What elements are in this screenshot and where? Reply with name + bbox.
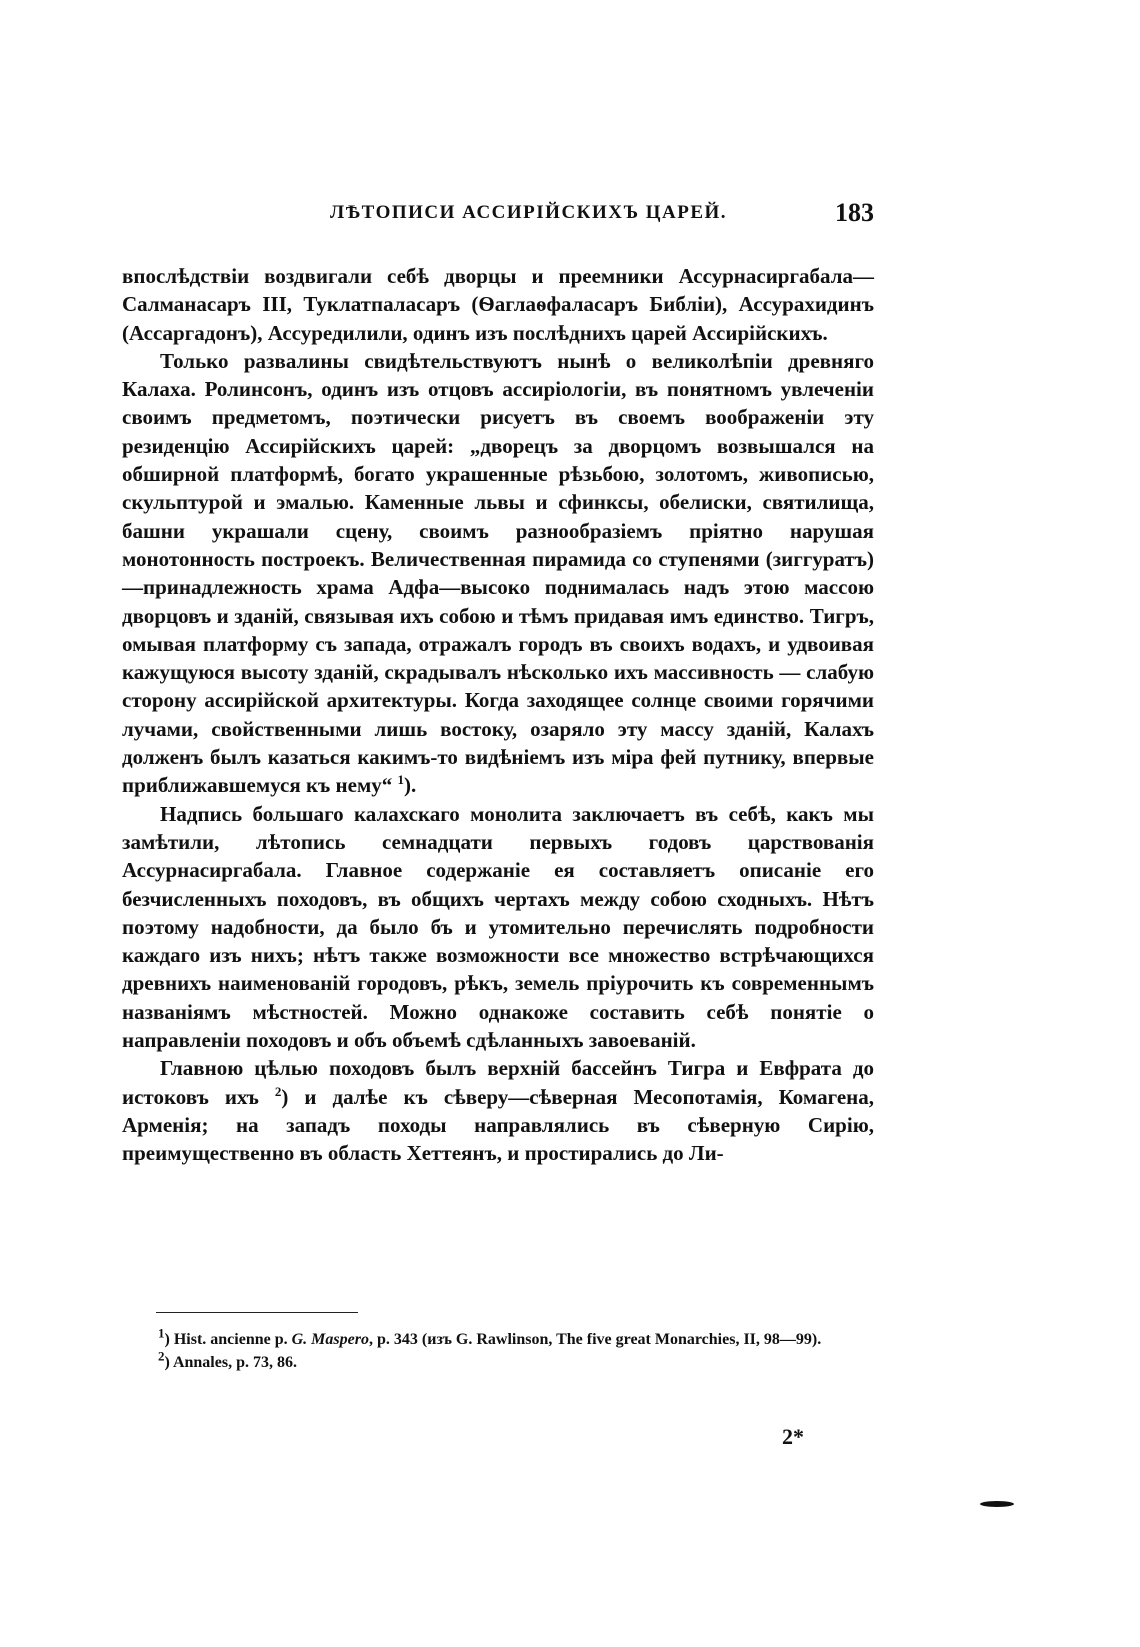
paragraph-ruins-end: ).: [404, 773, 417, 798]
paragraph-campaigns-rest: ) и далѣе къ сѣверу—сѣверная Месопотамія, Комагена, Арменія; на западъ походы направлялись въ сѣверную Сирію, преимущественно въ область Хеттеянъ, и простирались до Ли-: [122, 1084, 874, 1166]
footnote-ref-2: 2: [274, 1083, 282, 1099]
paragraph-monolith: Надпись большаго калахскаго монолита заключаетъ въ себѣ, какъ мы замѣтили, лѣтопись семнадцати первыхъ годовъ царствованія Ассурнасиргабала. Главное содержаніе ея составляетъ описаніе его безчисленныхъ походовъ, въ общихъ чертахъ между собою сходныхъ. Нѣтъ поэтому надобности, да было бъ и утомительно перечислять подробности каждаго изъ нихъ; нѣтъ также возможности все множество встрѣчающихся древнихъ наименованій городовъ, рѣкъ, земель пріурочить къ современнымъ названіямъ мѣстностей. Можно однакоже составить себѣ понятіе о направленіи походовъ и объ объемѣ сдѣланныхъ завоеваній.: [122, 801, 874, 1053]
footnotes: [122, 1325, 874, 1374]
printers-signature: 2*: [782, 1424, 804, 1449]
page-number: 183: [835, 198, 874, 227]
paragraph-campaigns-start: Главною цѣлью походовъ былъ верхній бассейнъ Тигра и Евфрата до истоковъ ихъ: [122, 1056, 874, 1109]
footnote-2: [122, 1348, 874, 1374]
paragraph-campaigns: [122, 1054, 874, 1167]
footnote-1: [122, 1325, 874, 1351]
footnote-1-text-a: ) Hist. ancienne p.: [164, 1331, 292, 1348]
footnote-2-text: ) Annales, p. 73, 86.: [164, 1354, 297, 1371]
footnote-1-author: G. Maspero: [291, 1331, 369, 1348]
paragraph-continued: впослѣдствіи воздвигали себѣ дворцы и преемники Ассурнасиргабала—Салманасаръ III, Туклатпаласаръ (Ѳаглаѳфаласаръ Библіи), Ассурахидинъ (Ассаргадонъ), Ассуредилили, одинъ изъ послѣднихъ царей Ассирійскихъ.: [122, 264, 874, 345]
paragraph-ruins-text: Только развалины свидѣтельствуютъ нынѣ о великолѣпіи древняго Калаха. Ролинсонъ, одинъ изъ отцовъ ассиріологіи, въ понятномъ увлеченіи своимъ предметомъ, поэтически рисуетъ въ своемъ воображеніи эту резиденцію Ассирійскихъ царей: „дворецъ за дворцомъ возвышался на обширной платформѣ, богато украшенные рѣзьбою, золотомъ, живописью, скульптурой и эмалью. Каменные львы и сфинксы, обелиски, святилища, башни украшали сцену, своимъ разнообразіемъ пріятно нарушая монотонность построекъ. Величественная пирамида со ступенями (зиггуратъ)—принадлежность храма Адфа—высоко поднималась надъ этою массою дворцовъ и зданій, связывая ихъ собою и тѣмъ придавая имъ единство. Тигръ, омывая платформу съ запада, отражалъ городъ въ своихъ водахъ, и удвоивая кажущуюся высоту зданій, скрадывалъ нѣсколько ихъ массивность — слабую сторону ассирійской архитектуры. Когда заходящее солнце своими горячими лучами, свойственными лишь востоку, озаряло эту массу зданій, Калахъ долженъ былъ казаться какимъ-то видѣніемъ изъ міра фей путнику, впервые приближавшемуся къ нему“: [122, 348, 874, 798]
paragraph-ruins: [122, 347, 874, 800]
page-header: [122, 198, 874, 232]
footnote-divider: [156, 1312, 358, 1313]
footnote-2-mark: 2: [158, 1348, 165, 1364]
scan-edge-mark: [980, 1501, 1014, 1507]
footnote-ref-1: 1: [397, 772, 405, 788]
main-text: [122, 262, 874, 1168]
running-title: ЛѢТОПИСИ АССИРІЙСКИХЪ ЦАРЕЙ.: [330, 202, 728, 223]
footnote-1-text-b: , p. 343 (изъ G. Rawlinson, The five great Monarchies, II, 98—99).: [368, 1331, 822, 1348]
footnote-1-mark: 1: [158, 1325, 165, 1341]
